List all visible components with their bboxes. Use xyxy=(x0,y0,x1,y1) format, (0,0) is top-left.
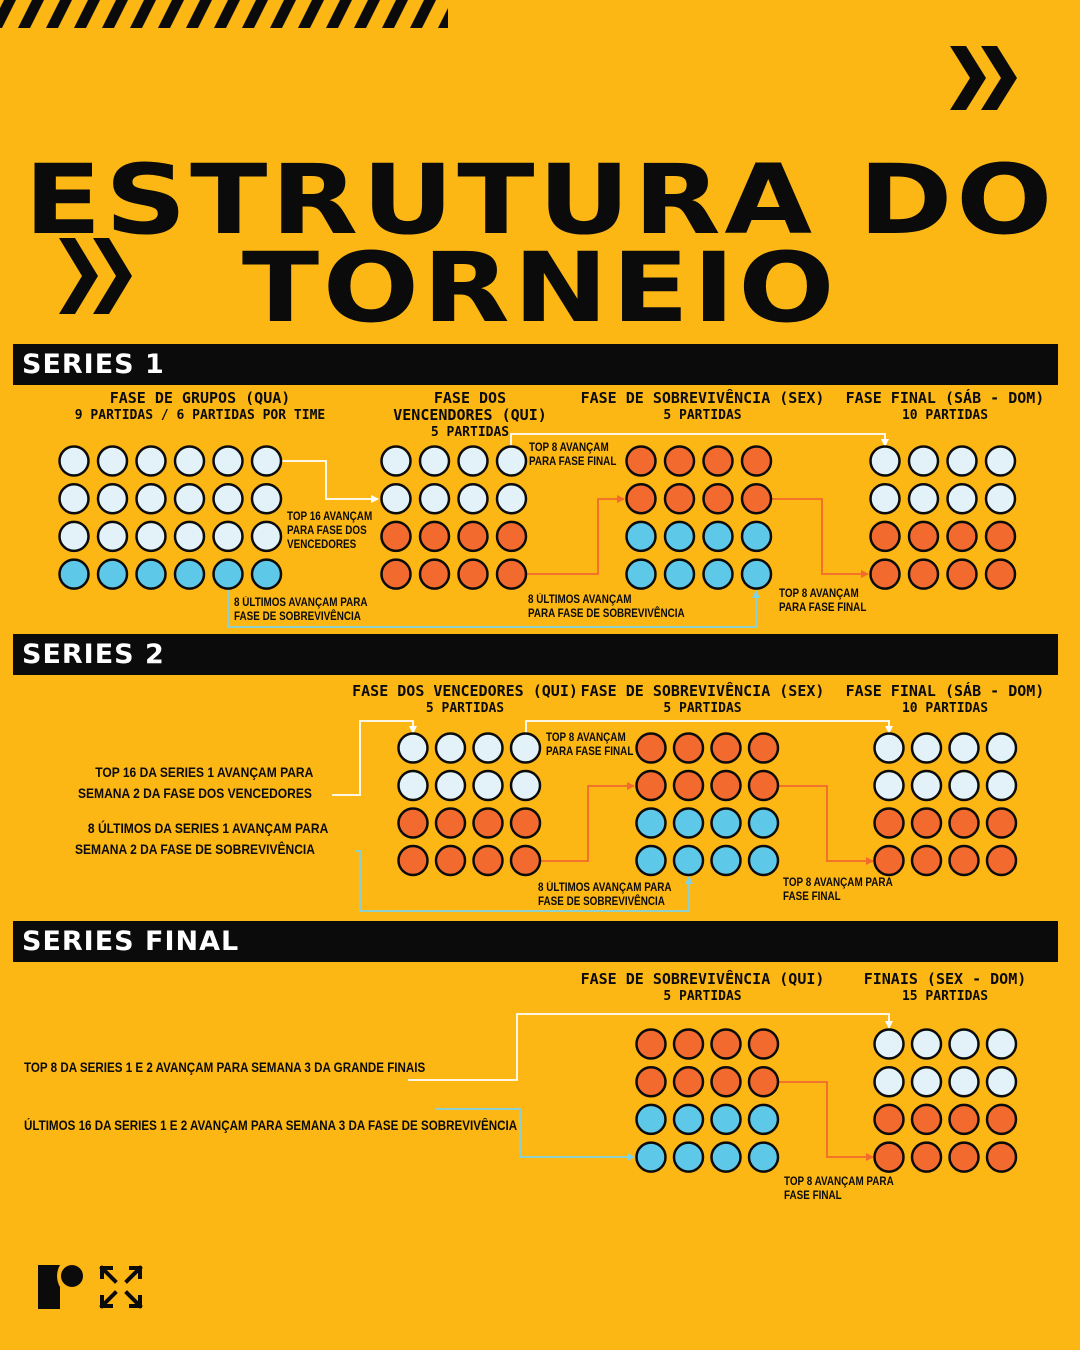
header-fase-de-grupos: FASE DE GRUPOS (QUA) 9 PARTIDAS / 6 PARTIDAS POR TIME xyxy=(74,389,326,423)
note-top8-survival: TOP 8 AVANÇAM PARA FASE FINAL xyxy=(779,588,867,614)
note-last8: 8 ÚLTIMOS AVANÇAM PARA FASE DE SOBREVIVÊNCIA xyxy=(234,597,368,623)
section-label: SERIES 2 xyxy=(22,639,165,670)
page-title-line2: TORNEIO xyxy=(241,232,839,344)
note-top8-grand-final: TOP 8 DA SERIES 1 E 2 AVANÇAM PARA SEMANA 3 DA GRANDE FINAIS xyxy=(24,1060,426,1075)
note-top16-series1: TOP 16 DA SERIES 1 AVANÇAM PARA SEMANA 2 DA FASE DOS VENCEDORES xyxy=(78,764,314,801)
header-fase-de-sobrevivencia: FASE DE SOBREVIVÊNCIA (SEX) 5 PARTIDAS xyxy=(580,389,825,423)
logo-circle-icon xyxy=(38,1265,83,1309)
note-top8-survival: TOP 8 AVANÇAM PARA FASE FINAL xyxy=(783,877,893,903)
header-fase-de-sobrevivencia: FASE DE SOBREVIVÊNCIA (QUI) 5 PARTIDAS xyxy=(580,970,825,1004)
expand-arrows-icon xyxy=(102,1268,140,1306)
header-fase-final: FASE FINAL (SÁB - DOM) 10 PARTIDAS xyxy=(845,389,1045,423)
page-title-line1: ESTRUTURA DO xyxy=(24,144,1056,256)
note-top8-winners: TOP 8 AVANÇAM PARA FASE FINAL xyxy=(546,732,634,758)
header-fase-dos-vencedores: FASE DOS VENCEDORES (QUI) 5 PARTIDAS xyxy=(352,682,578,716)
header-fase-de-sobrevivencia: FASE DE SOBREVIVÊNCIA (SEX) 5 PARTIDAS xyxy=(580,682,825,716)
section-label: SERIES FINAL xyxy=(22,926,240,957)
note-top16: TOP 16 AVANÇAM PARA FASE DOS VENCEDORES xyxy=(287,511,373,551)
note-last16-survival: ÚLTIMOS 16 DA SERIES 1 E 2 AVANÇAM PARA SEMANA 3 DA FASE DE SOBREVIVÊNCIA xyxy=(24,1118,518,1133)
header-fase-final: FASE FINAL (SÁB - DOM) 10 PARTIDAS xyxy=(845,682,1045,716)
section-label: SERIES 1 xyxy=(22,349,165,380)
note-last8-winners: 8 ÚLTIMOS AVANÇAM PARA FASE DE SOBREVIVÊNCIA xyxy=(528,594,685,620)
note-last8-winners: 8 ÚLTIMOS AVANÇAM PARA FASE DE SOBREVIVÊNCIA xyxy=(538,882,672,908)
header-finais: FINAIS (SEX - DOM) 15 PARTIDAS xyxy=(863,970,1027,1004)
note-last8-series1: 8 ÚLTIMOS DA SERIES 1 AVANÇAM PARA SEMANA 2 DA FASE DE SOBREVIVÊNCIA xyxy=(75,820,329,857)
note-top8-winners: TOP 8 AVANÇAM PARA FASE FINAL xyxy=(529,442,617,468)
header-fase-dos-vencedores: FASE DOS VENCENDORES (QUI) 5 PARTIDAS xyxy=(393,389,547,440)
note-top8-survival-final: TOP 8 AVANÇAM PARA FASE FINAL xyxy=(784,1176,894,1202)
